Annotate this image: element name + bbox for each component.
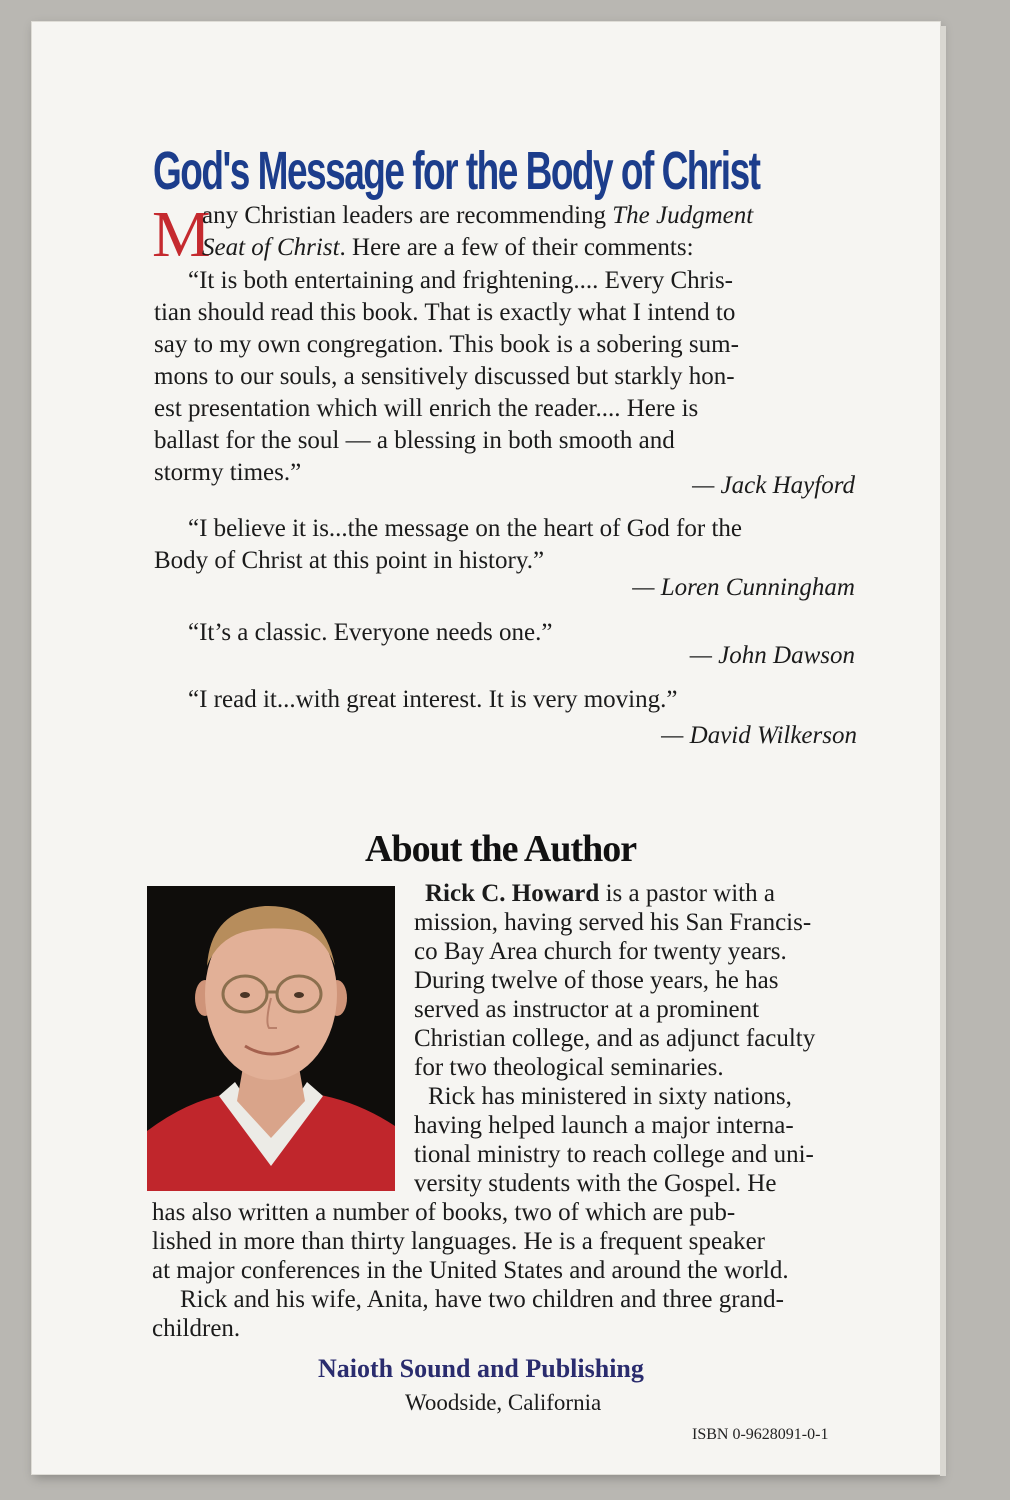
author-bio-line: served as instructor at a prominent <box>414 996 760 1023</box>
author-bio-line: at major conferences in the United States and around the world. <box>152 1257 789 1284</box>
drop-cap: M <box>152 198 211 271</box>
quote-line: say to my own congregation. This book is a sobering sum- <box>154 331 739 358</box>
author-name: Rick C. Howard <box>425 880 600 907</box>
book-title: The Judgment <box>612 202 754 229</box>
author-photo <box>147 886 395 1191</box>
quote-line: mons to our souls, a sensitively discussed but starkly hon- <box>154 363 735 390</box>
quote-attribution: — Jack Hayford <box>692 472 855 499</box>
intro-line-2: Seat of Christ. Here are a few of their comments: <box>202 234 694 261</box>
headline: God's Message for the Body of Christ <box>153 141 760 201</box>
quote-line: “I read it...with great interest. It is very moving.” <box>188 686 678 713</box>
quote-line: stormy times.” <box>154 459 302 486</box>
author-bio-line: Rick has ministered in sixty nations, <box>428 1083 792 1110</box>
quote-attribution: — David Wilkerson <box>661 722 857 749</box>
page-edge <box>940 26 946 1476</box>
quote-line: “I believe it is...the message on the heart of God for the <box>188 515 742 542</box>
author-bio-line: Christian college, and as adjunct faculty <box>414 1025 816 1052</box>
publisher-name: Naioth Sound and Publishing <box>318 1354 644 1383</box>
about-author-heading: About the Author <box>365 828 637 870</box>
author-bio-line: versity students with the Gospel. He <box>414 1170 777 1197</box>
author-bio-line: having helped launch a major interna- <box>414 1112 794 1139</box>
author-bio-line: lished in more than thirty languages. He is a frequent speaker <box>152 1228 766 1255</box>
author-bio-line: children. <box>152 1315 241 1342</box>
author-bio-line: co Bay Area church for twenty years. <box>414 938 787 965</box>
author-portrait-illustration <box>147 886 395 1191</box>
author-bio-line: Rick C. Howard is a pastor with a <box>425 880 775 907</box>
author-bio-line: mission, having served his San Francis- <box>414 909 812 936</box>
author-bio-line: tional ministry to reach college and uni- <box>414 1141 814 1168</box>
book-title-cont: Seat of Christ <box>202 234 340 261</box>
quote-attribution: — John Dawson <box>689 642 855 669</box>
intro-line-1: any Christian leaders are recommending The Judgment <box>202 202 754 229</box>
quote-line: “It is both entertaining and frightening.... Every Chris- <box>188 267 734 294</box>
quote-line: “It’s a classic. Everyone needs one.” <box>188 619 553 646</box>
author-bio-line: for two theological seminaries. <box>414 1054 724 1081</box>
author-bio-line: During twelve of those years, he has <box>414 967 779 994</box>
author-bio-line: has also written a number of books, two of which are pub- <box>152 1199 736 1226</box>
quote-attribution: — Loren Cunningham <box>632 574 855 601</box>
quote-line: tian should read this book. That is exactly what I intend to <box>154 299 736 326</box>
publisher-location: Woodside, California <box>405 1390 602 1415</box>
quote-line: Body of Christ at this point in history.” <box>154 547 545 574</box>
quote-line: est presentation which will enrich the reader.... Here is <box>154 395 699 422</box>
quote-line: ballast for the soul — a blessing in both smooth and <box>154 427 675 454</box>
author-bio-line: Rick and his wife, Anita, have two children and three grand- <box>180 1286 784 1313</box>
isbn: ISBN 0-9628091-0-1 <box>692 1426 829 1443</box>
